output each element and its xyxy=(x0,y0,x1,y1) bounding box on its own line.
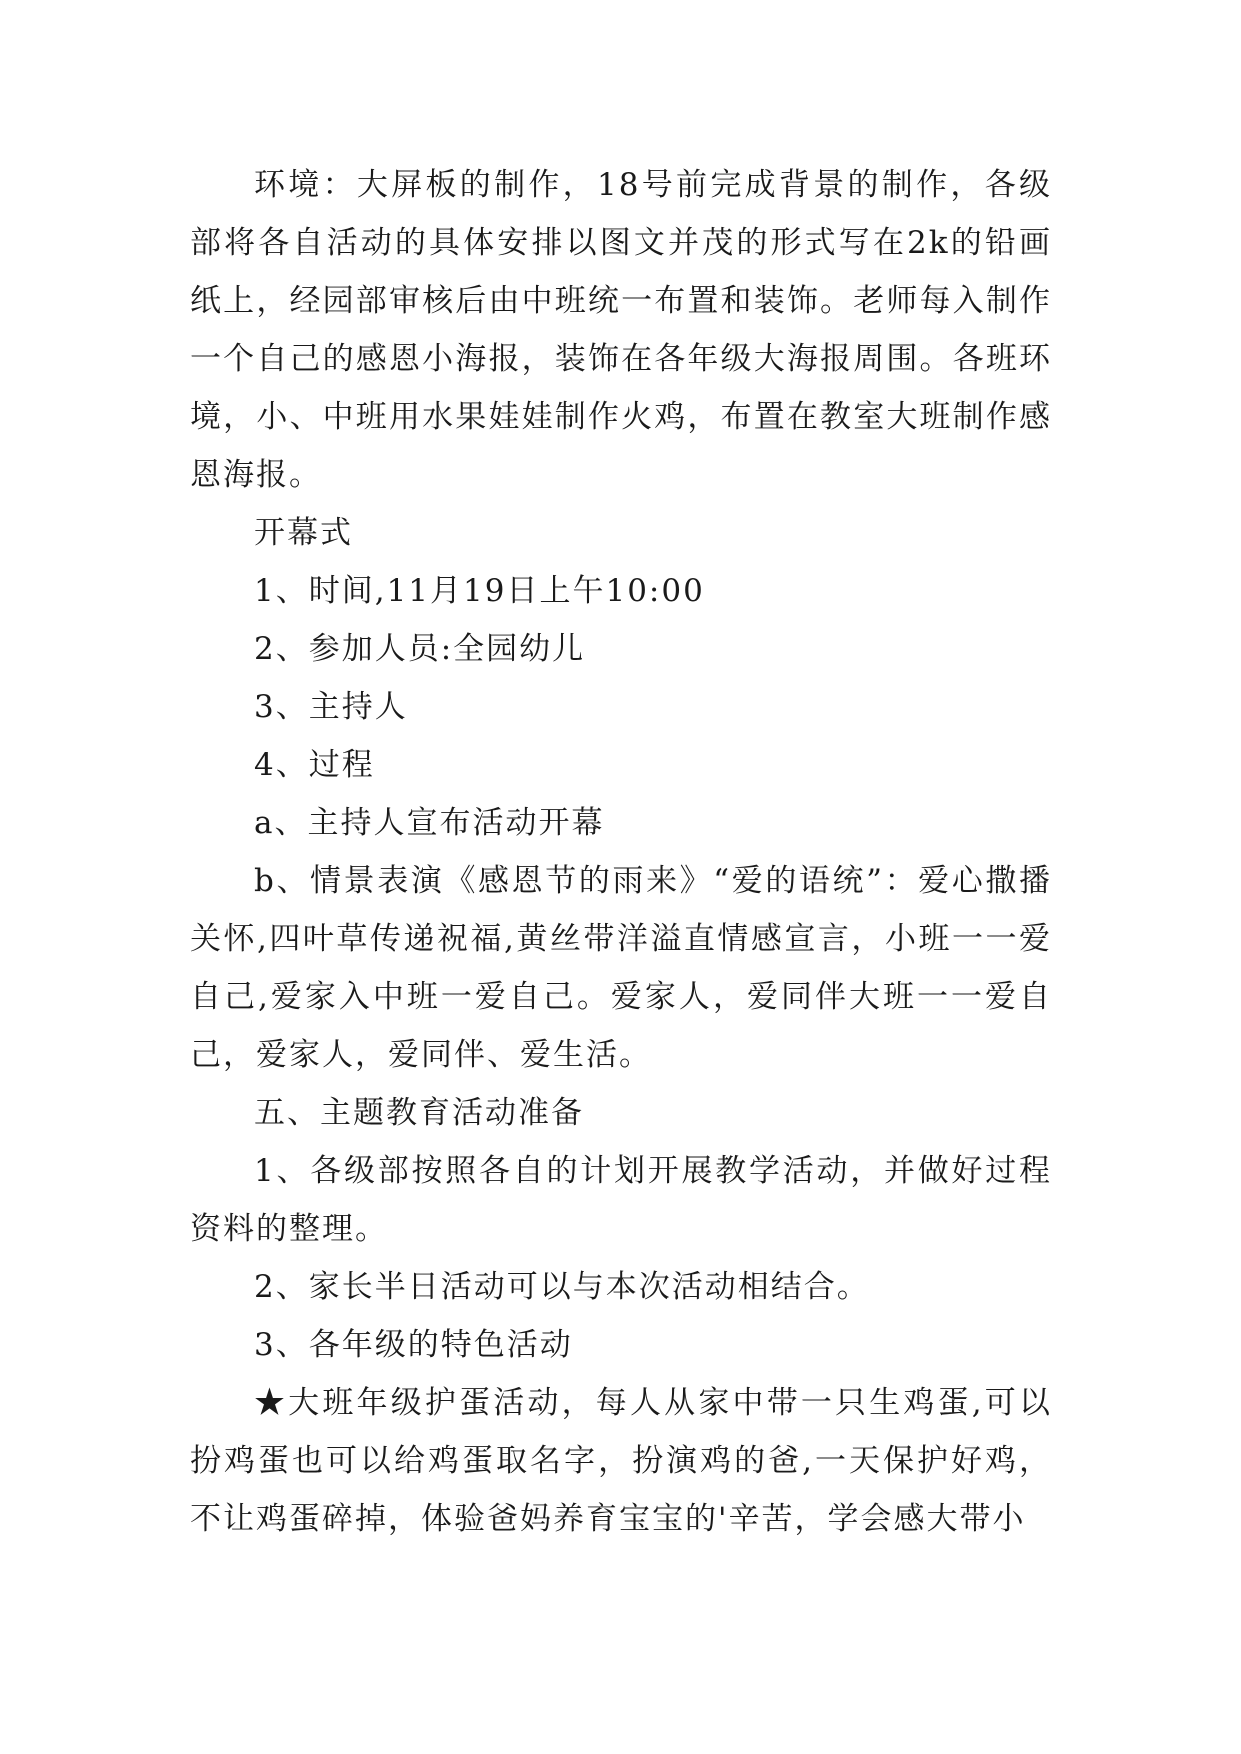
paragraph-process: 4、过程 xyxy=(254,747,375,783)
paragraph-time: 1、时间,11月19日上午10:00 xyxy=(254,573,705,609)
document-body xyxy=(190,156,1052,1548)
paragraph-process-a: a、主持人宣布活动开幕 xyxy=(254,805,605,841)
paragraph-egg-activity: ★大班年级护蛋活动，每人从家中带一只生鸡蛋,可以扮鸡蛋也可以给鸡蛋取名字，扮演鸡的爸,一天保护好鸡，不让鸡蛋碎掉，体验爸妈养育宝宝的'辛苦，学会感大带小 xyxy=(190,1385,1052,1537)
paragraph-environment: 环境：大屏板的制作，18号前完成背景的制作，各级部将各自活动的具体安排以图文并茂的形式写在2k的铅画纸上，经园部审核后由中班统一布置和装饰。老师每入制作一个自己的感恩小海报，装饰在各年级大海报周围。各班环境，小、中班用水果娃娃制作火鸡，布置在教室大班制作感恩海报。 xyxy=(190,167,1052,493)
paragraph-host: 3、主持人 xyxy=(254,689,408,725)
paragraph-section-five-heading: 五、主题教育活动准备 xyxy=(254,1095,584,1131)
paragraph-opening-ceremony-heading: 开幕式 xyxy=(254,515,353,551)
paragraph-item-2: 2、家长半日活动可以与本次活动相结合。 xyxy=(254,1269,870,1305)
paragraph-process-b: b、情景表演《感恩节的雨来》“爱的语统”：爱心撒播关怀,四叶草传递祝福,黄丝带洋溢直情感宣言，小班一一爱自己,爱家入中班一爱自己。爱家人，爱同伴大班一一爱自己，爱家人，爱同伴、爱生活。 xyxy=(190,863,1052,1073)
paragraph-participants: 2、参加人员:全园幼儿 xyxy=(254,631,586,667)
paragraph-item-1: 1、各级部按照各自的计划开展教学活动，并做好过程资料的整理。 xyxy=(190,1153,1052,1247)
paragraph-item-3: 3、各年级的特色活动 xyxy=(254,1327,573,1363)
